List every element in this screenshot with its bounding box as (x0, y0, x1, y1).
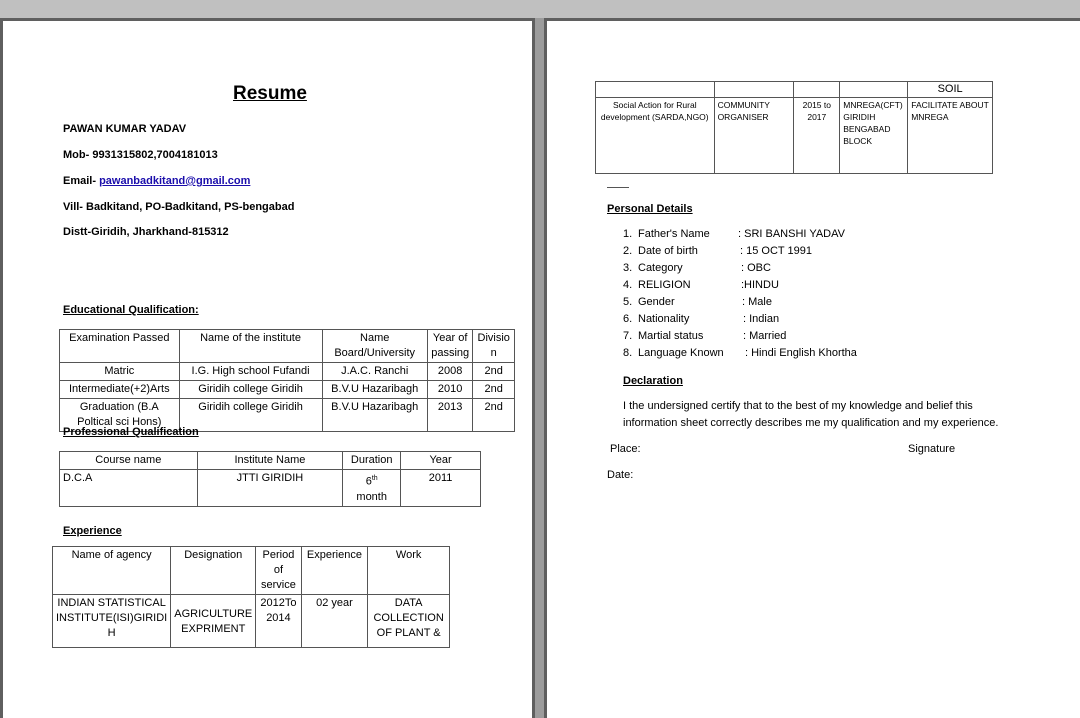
date-label: Date: (607, 469, 634, 481)
experience-continued-header-row (596, 82, 993, 98)
table-cell: Graduation (B.A Poltical sci Hons) (60, 399, 180, 432)
signature-label: Signature (908, 443, 956, 455)
resume-title: Resume (233, 83, 307, 104)
table-cell: 2013 (427, 399, 473, 432)
table-cell: B.V.U Hazaribagh (322, 381, 427, 399)
table-cell: 2nd (473, 381, 515, 399)
viewer-top-strip (0, 0, 1080, 18)
table-header: Experience (301, 547, 368, 595)
table-row (60, 363, 515, 381)
list-item: 4. RELIGION :HINDU (623, 279, 779, 291)
table-cell: FACILITATE ABOUT MNREGA (908, 98, 993, 174)
table-cell: 2011 (401, 470, 481, 507)
table-cell: SOIL (908, 82, 993, 98)
experience-continued-table (595, 81, 993, 174)
table-cell: B.V.U Hazaribagh (322, 399, 427, 432)
document-page-1 (0, 18, 535, 718)
declaration-line-1: I the undersigned certify that to the best of my knowledge and belief this (623, 400, 973, 412)
separator-line (607, 187, 629, 188)
experience-header-row (53, 547, 450, 595)
applicant-name: PAWAN KUMAR YADAV (63, 123, 187, 135)
table-cell: D.C.A (60, 470, 198, 507)
table-cell: DATA COLLECTION OF PLANT & (368, 595, 450, 648)
declaration-heading: Declaration (623, 375, 683, 387)
email-line (63, 175, 250, 187)
village-line: Vill- Badkitand, PO-Badkitand, PS-bengabad (63, 201, 295, 213)
table-cell: 2nd (473, 363, 515, 381)
table-header: Examination Passed (60, 330, 180, 363)
table-row (60, 381, 515, 399)
table-header: Name of the institute (179, 330, 322, 363)
table-header: Year (401, 452, 481, 470)
table-row (60, 470, 481, 507)
table-cell: 2012To 2014 (256, 595, 301, 648)
table-cell: 2010 (427, 381, 473, 399)
professional-table (59, 451, 481, 507)
duration-superscript: th (371, 475, 378, 482)
table-header: Institute Name (197, 452, 343, 470)
table-cell: Giridih college Giridih (179, 399, 322, 432)
professional-heading: Professional Qualification (63, 426, 199, 438)
experience-heading: Experience (63, 525, 122, 537)
table-cell: AGRICULTURE EXPRIMENT (171, 595, 256, 648)
table-header: Course name (60, 452, 198, 470)
duration-unit: month (356, 490, 387, 503)
list-item: 7. Martial status : Married (623, 330, 787, 342)
document-page-2 (544, 18, 1080, 718)
table-cell: Matric (60, 363, 180, 381)
table-cell (840, 82, 908, 98)
list-item: 8. Language Known : Hindi English Khortha (623, 347, 857, 359)
table-cell: INDIAN STATISTICAL INSTITUTE(ISI)GIRIDI H (53, 595, 171, 648)
table-cell: 02 year (301, 595, 368, 648)
table-cell: MNREGA(CFT) GIRIDIH BENGABAD BLOCK (840, 98, 908, 174)
table-header: Period of service (256, 547, 301, 595)
table-cell (714, 82, 794, 98)
table-header: Work (368, 547, 450, 595)
table-cell (794, 82, 840, 98)
table-cell: J.A.C. Ranchi (322, 363, 427, 381)
table-cell: Giridih college Giridih (179, 381, 322, 399)
declaration-line-2: information sheet correctly describes me my qualification and my experience. (623, 417, 999, 429)
list-item: 2. Date of birth : 15 OCT 1991 (623, 245, 812, 257)
table-cell: 2nd (473, 399, 515, 432)
email-label: Email- (63, 175, 100, 187)
district-line: Distt-Giridih, Jharkhand-815312 (63, 226, 229, 238)
table-header: Name Board/University (322, 330, 427, 363)
mobile-line: Mob- 9931315802,7004181013 (63, 149, 218, 161)
personal-details-heading: Personal Details (607, 203, 693, 215)
list-item: 1. Father's Name : SRI BANSHI YADAV (623, 228, 845, 240)
duration-number: 6 (365, 475, 372, 488)
education-table (59, 329, 515, 432)
table-cell: I.G. High school Fufandi (179, 363, 322, 381)
table-cell: JTTI GIRIDIH (197, 470, 343, 507)
table-header: Designation (171, 547, 256, 595)
education-header-row (60, 330, 515, 363)
table-row (596, 98, 993, 174)
table-cell: COMMUNITY ORGANISER (714, 98, 794, 174)
table-cell: 2008 (427, 363, 473, 381)
email-link[interactable]: pawanbadkitand@gmail.com (99, 175, 251, 187)
professional-header-row (60, 452, 481, 470)
table-row (53, 595, 450, 648)
table-cell: 2015 to 2017 (794, 98, 840, 174)
experience-table (52, 546, 450, 648)
table-header: Duration (343, 452, 401, 470)
list-item: 3. Category : OBC (623, 262, 771, 274)
table-cell-duration (343, 470, 401, 507)
table-header: Year of passing (427, 330, 473, 363)
education-heading: Educational Qualification: (63, 304, 199, 316)
list-item: 6. Nationality : Indian (623, 313, 780, 325)
table-cell: Intermediate(+2)Arts (60, 381, 180, 399)
table-cell (596, 82, 715, 98)
table-header: Divisio n (473, 330, 515, 363)
place-label: Place: (610, 443, 641, 455)
table-header: Name of agency (53, 547, 171, 595)
table-cell: Social Action for Rural development (SARDA,NGO) (596, 98, 715, 174)
list-item: 5. Gender : Male (623, 296, 772, 308)
